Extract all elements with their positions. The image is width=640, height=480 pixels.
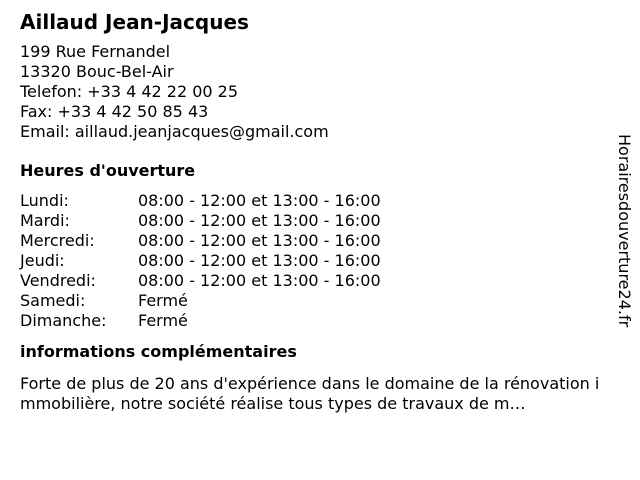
day-label: Mercredi: <box>20 231 95 250</box>
business-name: Aillaud Jean-Jacques <box>20 10 249 34</box>
opening-hours-title: Heures d'ouverture <box>20 161 196 180</box>
phone-number: Telefon: +33 4 42 22 00 25 <box>20 82 239 101</box>
day-label: Jeudi: <box>20 251 65 270</box>
day-hours: 08:00 - 12:00 et 13:00 - 16:00 <box>138 191 381 210</box>
day-hours: Fermé <box>138 311 188 330</box>
day-hours: 08:00 - 12:00 et 13:00 - 16:00 <box>138 211 381 230</box>
day-label: Dimanche: <box>20 311 107 330</box>
business-card <box>20 10 610 414</box>
address-city: 13320 Bouc-Bel-Air <box>20 62 174 81</box>
opening-hours-list <box>20 191 610 331</box>
hours-row-lundi <box>20 191 610 211</box>
hours-row-mardi <box>20 211 610 231</box>
fax-number: Fax: +33 4 42 50 85 43 <box>20 102 209 121</box>
day-hours: 08:00 - 12:00 et 13:00 - 16:00 <box>138 231 381 250</box>
day-hours: 08:00 - 12:00 et 13:00 - 16:00 <box>138 271 381 290</box>
hours-row-dimanche <box>20 311 610 331</box>
watermark <box>612 134 636 344</box>
day-hours: 08:00 - 12:00 et 13:00 - 16:00 <box>138 251 381 270</box>
email-address: Email: aillaud.jeanjacques@gmail.com <box>20 122 329 141</box>
day-label: Mardi: <box>20 211 70 230</box>
address-street: 199 Rue Fernandel <box>20 42 171 61</box>
hours-row-samedi <box>20 291 610 311</box>
additional-info-title: informations complémentaires <box>20 342 297 361</box>
additional-info-text: Forte de plus de 20 ans d'expérience dans le domaine de la rénovation immobilière, notre société réalise tous types de travaux de m… <box>20 374 600 413</box>
day-label: Vendredi: <box>20 271 96 290</box>
day-label: Samedi: <box>20 291 86 310</box>
hours-row-vendredi <box>20 271 610 291</box>
hours-row-mercredi <box>20 231 610 251</box>
day-label: Lundi: <box>20 191 69 210</box>
watermark-text: Horairesdouverture24.fr <box>615 134 634 328</box>
hours-row-jeudi <box>20 251 610 271</box>
day-hours: Fermé <box>138 291 188 310</box>
